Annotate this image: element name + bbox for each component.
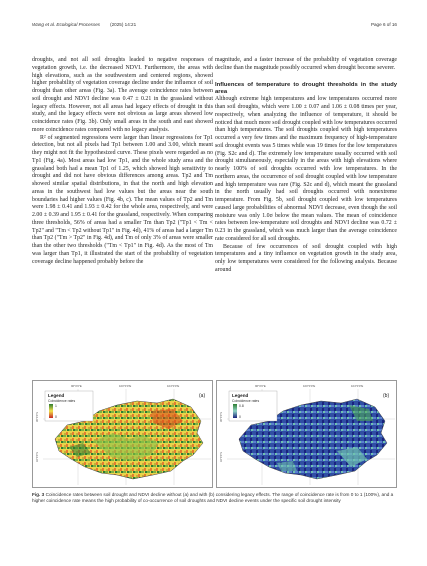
legend-title-b: Legend (232, 393, 249, 398)
panel-label-a: (a) (199, 393, 206, 399)
running-header-left (32, 22, 136, 27)
panel-label-b: (b) (383, 393, 390, 399)
lon-label: 104°0'0"E (167, 384, 180, 388)
legend-title-a: Legend (48, 393, 65, 398)
lat-label: 32°0'0"N (36, 451, 39, 462)
map-panel-b (216, 380, 397, 488)
left-paragraph-1: droughts, and not all soil droughts leaded to negative responses of vegetation growth, i.e. the decreased NDVI. Furthermore, the areas with high elevations, such as the southwestern and centered regions, showed higher probability of vegetation coverage decline under the influence of soil drought than other areas (Fig. 3a). The average coincidence rates between soil drought and NDVI decline was 0.47 ± 0.21 in the grassland without legacy effects. However, not all areas had legacy effects of drought in this study, and the legacy effects were not obvious as large areas showed low coincidence rates (Fig. 3b). Only small areas in the south and east showed more coincidence rates compared with no legacy analysis. (32, 57, 213, 133)
right-paragraph-2: Although extreme high temperatures and low temperatures occurred more than soil droughts, which were 1.00 ± 0.07 and 1.06 ± 0.08 times per year, respectively, when analyzing the influence of temperature, it should be noticed that much more soil drought coupled with low temperatures occurred than high temperatures. The soil droughts coupled with high temperatures occurred a very few times and the maximum frequency of high-temperature soil drought events was 5 times while was 19 times for the low temperatures (Fig. S2c and d). The extremely low temperature usually occurred with soil drought simultaneously, especially in the areas with high elevations where nearly 100% of soil droughts occurred with low temperatures. In the northern areas, the occurrence of soil drought coupled with low temperature and high temperature was rare (Fig. S2c and d), which meant the grassland in the north usually had soil droughts occurred with nonextreme temperature. From Fig. 5b, soil drought coupled with low temperatures caused large probabilities of abnormal NDVI decrease, even though the soil moisture was only 1.0σ below the mean values. The mean of coincidence rates between low-temperature soil droughts and NDVI decline was 0.72 ± 0.23 in the grassland, which was much larger than the average coincidence rate considered for all soil droughts. (215, 96, 397, 242)
legend-low-b: 0 (239, 415, 241, 419)
page-number: Page 6 of 16 (370, 22, 397, 27)
caption-text: Coincidence rates between soil drought and NDVI decline without (a) and with (b) considering legacy effects. The range of coincidence rate is from 0 to 1 (100%), and a higher coincidence rate means the high probability of co-occurrence of soil droughts and NDVI decline events under the specific soil drought intensity (32, 492, 394, 504)
map-panel-a (32, 380, 213, 488)
right-paragraph-1: magnitude, and a faster increase of the probability of vegetation coverage decline than the magnitude possibly occurred when drought become severer. (215, 57, 397, 71)
lat-label: 32°0'0"N (220, 451, 223, 462)
legend-subtitle-a: Coincidence rates (48, 399, 76, 403)
lon-label: 100°0'0"E (119, 384, 132, 388)
left-text-column (32, 57, 213, 266)
journal-name: Wang et al. Ecological Processes (32, 22, 101, 27)
lat-label: 36°0'0"N (220, 411, 223, 422)
left-paragraph-2: R² of segmented regressions were larger than linear regressions for Tp1 detection, but not all pixels had Tp1 between 1.00 and 3.00, which meant they might not fit the hypothesized curve. These pixels were regarded as no Tp1 (Fig. 4a). Most areas had low Tp1, and the whole study area and the grassland both had a mean Tp1 of 1.25, which showed high sensitivity to drought and did not have obvious differences among areas. Tp2 and Tm showed similar spatial distributions, in that the north and high elevation areas in the southwest had low values but the areas near the south boundaries had higher values (Fig. 4b, c). The mean values of Tp2 and Tm were 1.98 ± 0.41 and 1.93 ± 0.42 for the whole area, respectively, and were 2.00 ± 0.39 and 1.95 ± 0.41 for the grassland, respectively. When comparing three thresholds, 56% of areas had a smaller Tm than Tp2 ("Tp1 < Tm < Tp2" and "Tm < Tp2 without Tp1" in Fig. 4d), 41% of areas had a larger Tm than Tp2 ("Tm > Tp2" in Fig. 4d), and Tm of only 3% of areas were smaller than the other two thresholds ("Tm < Tp1" in Fig. 4d). As the most of Tm was larger than Tp1, it illustrated the start of the probability of vegetation coverage decline happened probably before the (32, 134, 213, 265)
right-text-column (215, 57, 397, 275)
right-paragraph-3: Because of few occurrences of soil drought coupled with high temperatures and a tiny influence on vegetation growth in the study area, only low temperatures were considered for the following analysis. Because around (215, 243, 397, 273)
legend-colorbar-b (233, 404, 237, 418)
legend-high-b: 0.8 (239, 404, 244, 408)
lon-label: 96°0'0"E (255, 384, 266, 388)
figure-caption (32, 492, 397, 505)
lat-label: 36°0'0"N (36, 411, 39, 422)
legend-subtitle-b: Coincidence rates (232, 399, 260, 403)
caption-label: Fig. 3 (32, 492, 45, 497)
legend-high-a: 1 (55, 404, 57, 408)
lon-label: 96°0'0"E (71, 384, 82, 388)
legend-low-a: 0 (55, 415, 57, 419)
journal-year: (2025) 14:21 (110, 22, 137, 27)
legend-colorbar-a (49, 404, 53, 418)
figure-3 (32, 380, 397, 488)
section-heading: Influences of temperature to drought thresholds in the study area (215, 81, 397, 95)
lon-label: 100°0'0"E (303, 384, 316, 388)
lon-label: 104°0'0"E (351, 384, 364, 388)
